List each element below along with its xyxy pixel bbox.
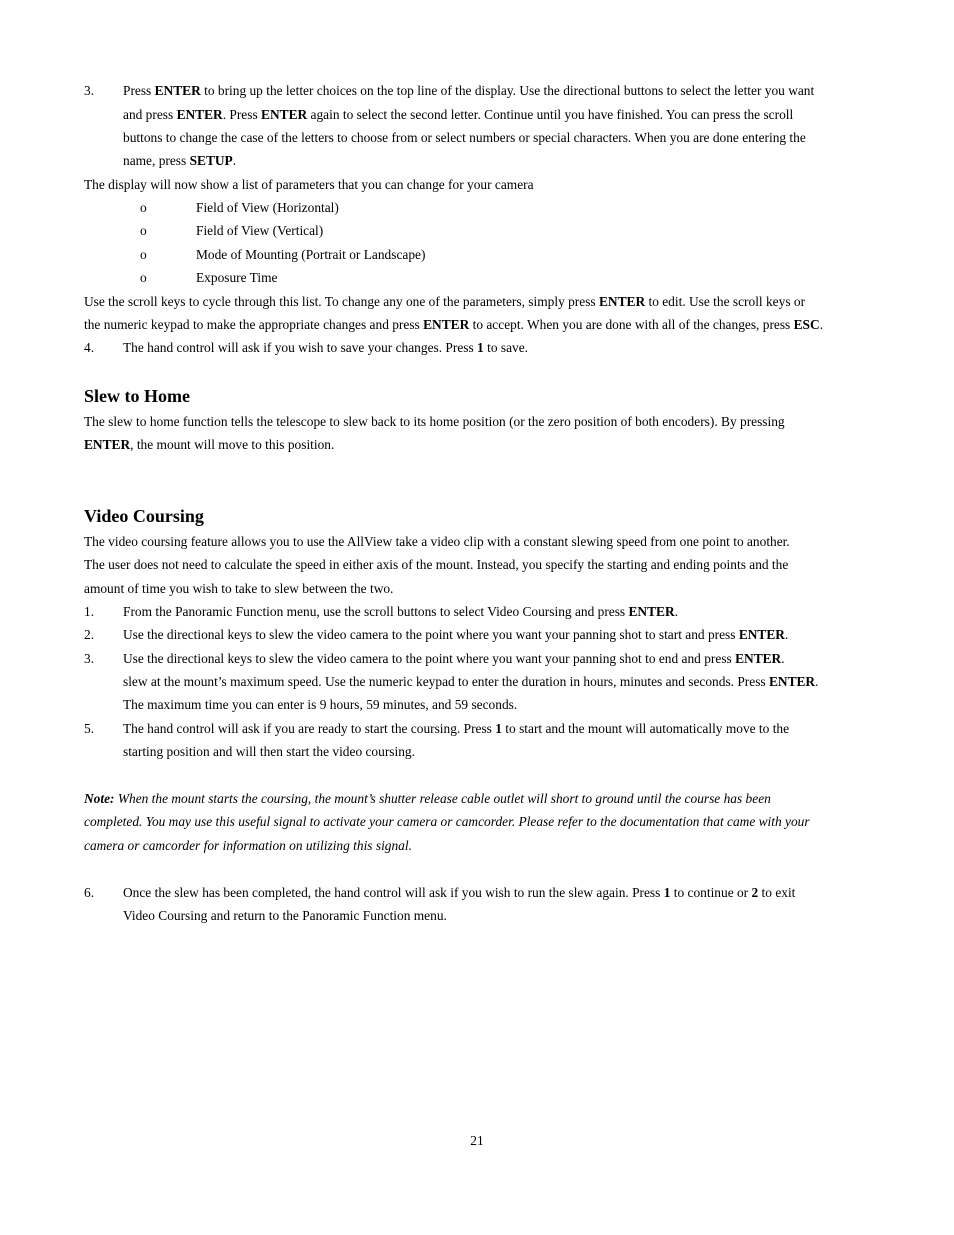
scroll-paragraph-line-2: the numeric keypad to make the appropriate changes and press ENTER to accept. When you are done with all of the changes, press ESC.: [84, 317, 824, 332]
step-3-line-4: name, press SETUP.: [123, 153, 237, 168]
parameter-item: Field of View (Horizontal): [196, 200, 339, 215]
display-intro: The display will now show a list of parameters that you can change for your camera: [84, 177, 534, 192]
scroll-paragraph-line-1: Use the scroll keys to cycle through this list. To change any one of the parameters, simply press ENTER to edit. Use the scroll keys or: [84, 294, 806, 309]
bullet: o: [140, 223, 147, 238]
note-line-2: completed. You may use this useful signal to activate your camera or camcorder. Please refer to the documentation that came with your: [84, 814, 810, 829]
step-3-line-1: Press ENTER to bring up the letter choices on the top line of the display. Use the directional buttons to select the letter you want: [123, 83, 815, 98]
step-3-number: 3.: [84, 83, 95, 98]
video-coursing-intro-2: The user does not need to calculate the speed in either axis of the mount. Instead, you specify the starting and ending points and the: [84, 557, 789, 572]
vc-step-3-line-3: The maximum time you can enter is 9 hours, 59 minutes, and 59 seconds.: [123, 697, 518, 712]
slew-home-line-1: The slew to home function tells the telescope to slew back to its home position (or the zero position of both encoders). By pressing: [84, 414, 785, 429]
vc-step-5-line-2: starting position and will then start the video coursing.: [123, 744, 415, 759]
bullet: o: [140, 270, 147, 285]
vc-step-3-number: 3.: [84, 651, 95, 666]
note-line-3: camera or camcorder for information on utilizing this signal.: [84, 838, 412, 853]
page-number: 21: [470, 1133, 484, 1148]
note-line-1: Note: When the mount starts the coursing, the mount’s shutter release cable outlet will short to ground until the course has been: [84, 791, 771, 806]
vc-step-1-number: 1.: [84, 604, 95, 619]
video-coursing-intro-3: amount of time you wish to take to slew between the two.: [84, 581, 394, 596]
video-coursing-heading: Video Coursing: [84, 506, 204, 526]
parameter-item: Field of View (Vertical): [196, 223, 324, 238]
vc-step-3-line-2: slew at the mount’s maximum speed. Use the numeric keypad to enter the duration in hours, minutes and seconds. Press ENTER.: [123, 674, 819, 689]
bullet: o: [140, 200, 147, 215]
note-label: Note:: [84, 791, 115, 806]
vc-step-5-text: The hand control will ask if you are ready to start the coursing. Press 1 to start and the mount will automatically move to the: [123, 721, 790, 736]
step-4-number: 4.: [84, 340, 95, 355]
step-4-text: The hand control will ask if you wish to save your changes. Press 1 to save.: [123, 340, 529, 355]
step-3-line-2: and press ENTER. Press ENTER again to select the second letter. Continue until you have finished. You can press the scroll: [123, 107, 794, 122]
slew-home-line-2: ENTER, the mount will move to this position.: [84, 437, 335, 452]
step-3-line-3: buttons to change the case of the letters to choose from or select numbers or special characters. When you are done entering the: [123, 130, 806, 145]
vc-step-2-number: 2.: [84, 627, 95, 642]
vc-step-6-number: 6.: [84, 885, 95, 900]
bullet: o: [140, 247, 147, 262]
vc-step-6-line-2: Video Coursing and return to the Panoramic Function menu.: [123, 908, 447, 923]
vc-step-1-text: From the Panoramic Function menu, use the scroll buttons to select Video Coursing and press ENTER.: [123, 604, 678, 619]
vc-step-5-number: 5.: [84, 721, 95, 736]
video-coursing-intro-1: The video coursing feature allows you to use the AllView take a video clip with a constant slewing speed from one point to another.: [84, 534, 790, 549]
slew-to-home-heading: Slew to Home: [84, 386, 190, 406]
parameter-item: Mode of Mounting (Portrait or Landscape): [196, 247, 426, 262]
vc-step-2-text: Use the directional keys to slew the video camera to the point where you want your panning shot to start and press ENTER.: [123, 627, 789, 642]
vc-step-3-text: Use the directional keys to slew the video camera to the point where you want your panning shot to end and press ENTER.: [123, 651, 785, 666]
vc-step-6-text: Once the slew has been completed, the hand control will ask if you wish to run the slew again. Press 1 to continue or 2 to exit: [123, 885, 796, 900]
parameter-item: Exposure Time: [196, 270, 278, 285]
